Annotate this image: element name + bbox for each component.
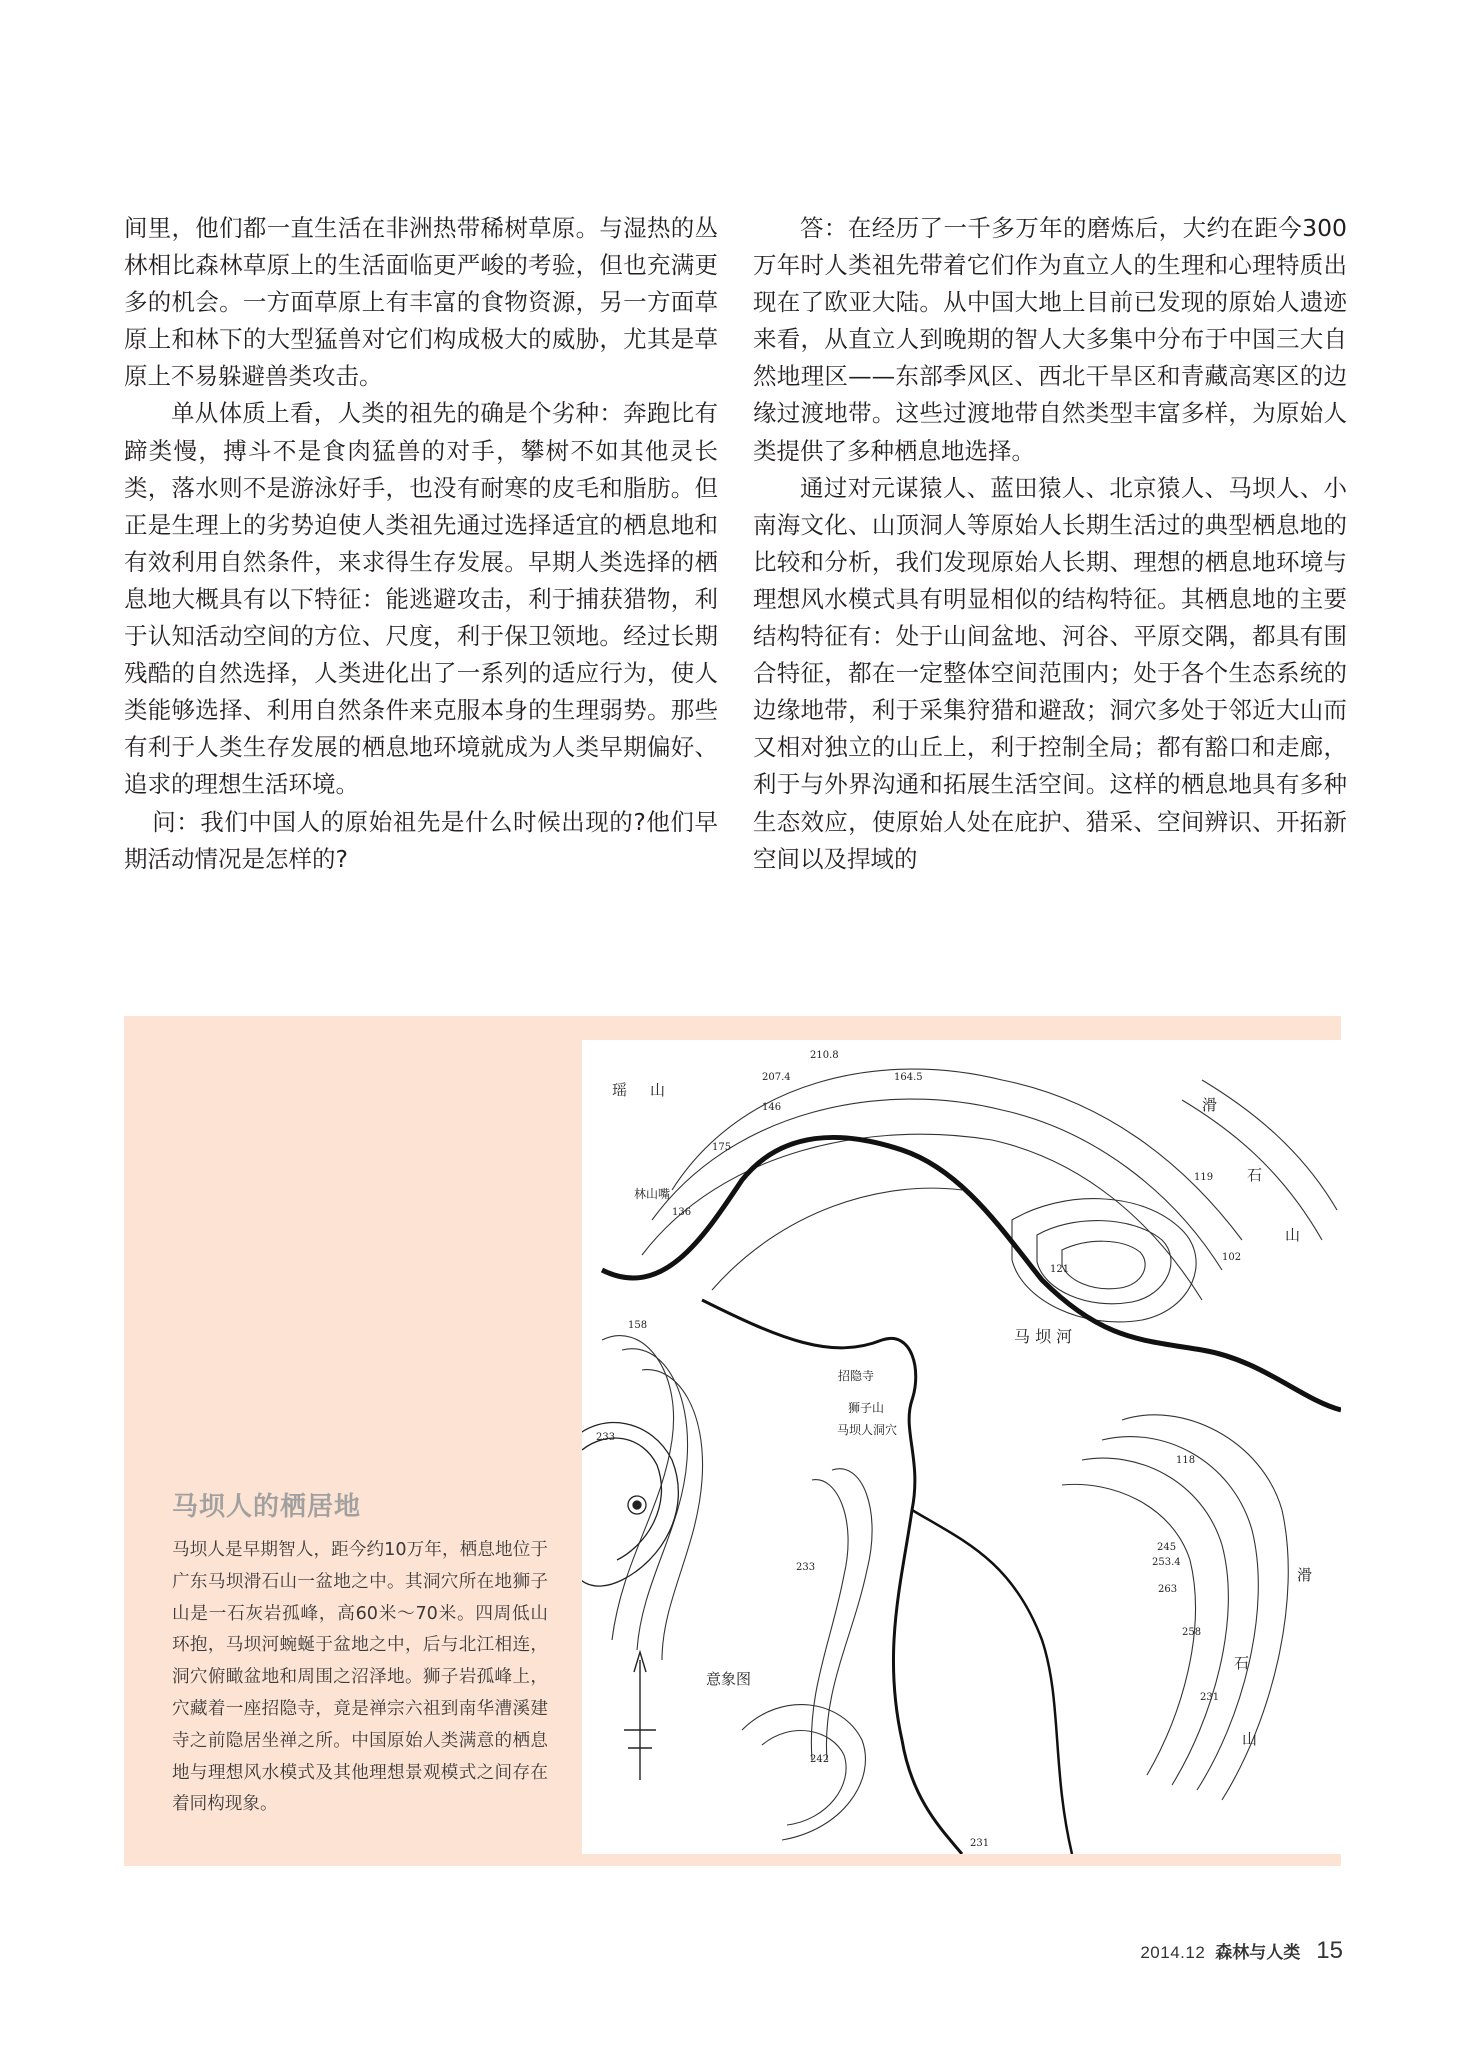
issue-date: 2014.12 — [1140, 1943, 1206, 1962]
map-label-sketch: 意象图 — [706, 1670, 752, 1688]
river-line — [602, 1138, 1341, 1410]
caption-title: 马坝人的栖居地 — [172, 1492, 362, 1522]
elevation-label: 118 — [1176, 1455, 1196, 1466]
map-label-yao: 瑶 — [612, 1081, 628, 1099]
magazine-name: 森林与人类 — [1215, 1943, 1301, 1963]
map-label-hua: 滑 — [1202, 1096, 1218, 1114]
map-label-lion-hill: 狮子山 — [848, 1401, 885, 1415]
elevation-label: 207.4 — [762, 1072, 791, 1083]
elevation-label: 263 — [1158, 1584, 1178, 1595]
right-column — [753, 210, 1347, 878]
page-number: 15 — [1316, 1937, 1343, 1964]
question-paragraph: 问：我们中国人的原始祖先是什么时候出现的?他们早期活动情况是怎样的? — [124, 807, 718, 873]
caption-text: 马坝人是早期智人，距今约10万年，栖息地位于广东马坝滑石山一盆地之中。其洞穴所在地狮子山是一石灰岩孤峰，高60米～70米。四周低山环抱，马坝河蜿蜒于盆地之中，后与北江相连，洞穴俯瞰盆地和周围之沼泽地。狮子岩孤峰上，穴藏着一座招隐寺，竟是禅宗六祖到南华漕溪建寺之前隐居坐禅之所。中国原始人类满意的栖息地与理想风水模式及其他理想景观模式之间存在着同构现象。 — [172, 1540, 548, 1815]
north-arrow-icon — [624, 1652, 656, 1780]
elevation-label: 233 — [596, 1432, 616, 1443]
map-label-cave: 马坝人洞穴 — [837, 1423, 898, 1437]
map-drawing — [582, 1040, 1341, 1854]
elevation-label: 253.4 — [1152, 1557, 1181, 1568]
map-label-river: 马 坝 河 — [1014, 1327, 1073, 1346]
elevation-label: 146 — [762, 1102, 782, 1113]
elevation-label: 245 — [1157, 1542, 1177, 1553]
map-label-shan: 山 — [1242, 1730, 1258, 1748]
elevation-label: 102 — [1222, 1252, 1242, 1263]
elevation-label: 121 — [1050, 1264, 1070, 1275]
map-label-temple: 招隐寺 — [838, 1369, 875, 1383]
elevation-label: 258 — [1182, 1627, 1202, 1638]
map-label-lin-shan-zui: 林山嘴 — [634, 1187, 671, 1201]
elevation-label: 164.5 — [894, 1072, 923, 1083]
elevation-label: 175 — [712, 1142, 732, 1153]
figure-caption — [172, 1486, 548, 1821]
elevation-labels — [596, 1050, 1241, 1849]
contour-lines — [602, 1069, 1337, 1840]
paragraph: 通过对元谋猿人、蓝田猿人、北京猿人、马坝人、小南海文化、山顶洞人等原始人长期生活过的典型栖息地的比较和分析，我们发现原始人长期、理想的栖息地环境与理想风水模式具有明显相似的结构特征。其栖息地的主要结构特征有：处于山间盆地、河谷、平原交隅，都具有围合特征，都在一定整体空间范围内；处于各个生态系统的边缘地带，利于采集狩猎和避敌；洞穴多处于邻近大山而又相对独立的山丘上，利于控制全局；都有豁口和走廊，利于与外界沟通和拓展生活空间。这样的栖息地具有多种生态效应，使原始人处在庇护、猎采、空间辨识、开拓新空间以及捍域的 — [753, 473, 1347, 873]
map-label-shan: 山 — [650, 1081, 666, 1099]
page-footer — [1140, 1937, 1343, 1965]
map-label-shan: 山 — [1285, 1226, 1301, 1244]
elevation-label: 119 — [1194, 1172, 1214, 1183]
inset-sketch — [582, 1423, 678, 1587]
tributary-line — [702, 1300, 962, 1854]
left-column — [124, 210, 718, 878]
elevation-label: 158 — [628, 1320, 648, 1331]
topographic-map — [582, 1040, 1341, 1854]
map-label-hua: 滑 — [1297, 1566, 1313, 1584]
elevation-label: 242 — [810, 1754, 830, 1765]
elevation-label: 136 — [672, 1207, 692, 1218]
map-label-shi: 石 — [1247, 1166, 1263, 1184]
map-label-shi: 石 — [1234, 1654, 1250, 1672]
tributary-line — [912, 1510, 1072, 1854]
figure-panel — [124, 1016, 1341, 1866]
elevation-label: 231 — [970, 1838, 990, 1849]
paragraph: 单从体质上看，人类的祖先的确是个劣种：奔跑比有蹄类慢，搏斗不是食肉猛兽的对手，攀树不如其他灵长类，落水则不是游泳好手，也没有耐寒的皮毛和脂肪。但正是生理上的劣势迫使人类祖先通过选择适宜的栖息地和有效利用自然条件，来求得生存发展。早期人类选择的栖息地大概具有以下特征：能逃避攻击，利于捕获猎物，利于认知活动空间的方位、尺度，利于保卫领地。经过长期残酷的自然选择，人类进化出了一系列的适应行为，使人类能够选择、利用自然条件来克服本身的生理弱势。那些有利于人类生存发展的栖息地环境就成为人类早期偏好、追求的理想生活环境。 — [124, 399, 718, 799]
elevation-label: 233 — [796, 1562, 816, 1573]
elevation-label: 210.8 — [810, 1050, 839, 1061]
answer-paragraph: 答：在经历了一千多万年的磨炼后，大约在距今300万年时人类祖先带着它们作为直立人的生理和心理特质出现在了欧亚大陆。从中国大地上目前已发现的原始人遗迹来看，从直立人到晚期的智人大多集中分布于中国三大自然地理区——东部季风区、西北干旱区和青藏高寒区的边缘过渡地带。这些过渡地带自然类型丰富多样，为原始人类提供了多种栖息地选择。 — [753, 214, 1347, 465]
elevation-label: 231 — [1200, 1692, 1220, 1703]
paragraph: 间里，他们都一直生活在非洲热带稀树草原。与湿热的丛林相比森林草原上的生活面临更严峻的考验，但也充满更多的机会。一方面草原上有丰富的食物资源，另一方面草原上和林下的大型猛兽对它们构成极大的威胁，尤其是草原上不易躲避兽类攻击。 — [124, 214, 718, 391]
